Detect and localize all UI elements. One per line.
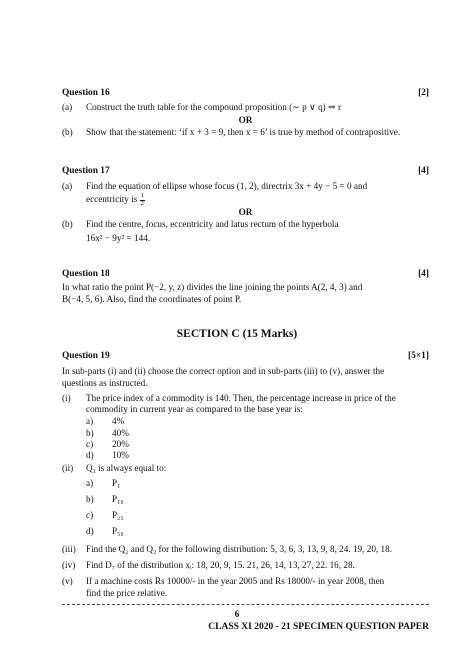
question-17-part-b	[62, 219, 429, 230]
part-text: Find D₇ of the distribution xᵢ: 18, 20, 9, 15. 21, 26, 14, 13, 27, 22. 16, 28.	[86, 560, 355, 570]
question-18-marks: [4]	[418, 269, 429, 279]
option-ii-c	[86, 510, 124, 521]
part-text: If a machine costs Rs 10000/- in the year 2005 and Rs 18000/- in year 2008, then	[86, 576, 385, 586]
question-16-part-b	[62, 127, 429, 138]
option-label: c)	[86, 439, 94, 449]
option-label: d)	[86, 450, 94, 460]
fraction-denominator: 2	[140, 199, 144, 207]
part-label: (a)	[62, 102, 73, 112]
question-19-title: Question 19	[62, 351, 110, 361]
subpart-i	[62, 393, 429, 404]
question-19-intro-1: In sub-parts (i) and (ii) choose the correct option and in sub-parts (iii) to (v), answer the	[62, 366, 385, 376]
option-label: c)	[86, 510, 94, 520]
option-label: b)	[86, 494, 94, 504]
question-16-title: Question 16	[62, 88, 110, 98]
option-i-c	[86, 439, 129, 450]
subpart-i-cont	[62, 404, 429, 415]
question-17-marks: [4]	[418, 166, 429, 176]
part-text: Find the equation of ellipse whose focus (1, 2), directrix 3x + 4y − 5 = 0 and	[86, 181, 368, 191]
question-17-header	[62, 166, 429, 177]
part-text: Construct the truth table for the compound proposition (∼ p ∨ q) ⇒ r	[86, 102, 342, 112]
subpart-ii	[62, 463, 429, 474]
question-17-part-a	[62, 181, 429, 192]
option-value: 20%	[112, 439, 129, 449]
fraction-numerator: 1	[140, 192, 144, 199]
or-divider: OR	[238, 207, 253, 217]
part-label: (a)	[62, 181, 73, 191]
subpart-v	[62, 576, 429, 587]
part-text: Show that the statement: ‘if x + 3 = 9, then x = 6’ is true by method of contrapositive.	[86, 127, 401, 137]
option-label: a)	[86, 416, 94, 426]
part-label: (iii)	[62, 544, 76, 554]
question-19-header	[62, 351, 429, 362]
question-16-marks: [2]	[418, 88, 429, 98]
hyperbola-equation: 16x² − 9y² = 144.	[86, 233, 151, 243]
question-17-part-b-eq	[62, 233, 429, 244]
part-text: Q₁ is always equal to:	[86, 463, 167, 473]
option-value: 10%	[112, 450, 129, 460]
option-ii-a	[86, 478, 120, 489]
subpart-v-cont	[62, 588, 429, 599]
part-label: (b)	[62, 127, 73, 137]
option-value: P₁₀	[112, 494, 124, 504]
subpart-iii	[62, 544, 429, 555]
part-label: (iv)	[62, 560, 76, 570]
part-text: Find the Q₂ and Q₃ for the following distribution: 5, 3, 6, 3, 13, 9, 8, 24. 19, 20, 18.	[86, 544, 393, 554]
question-18-title: Question 18	[62, 269, 110, 279]
option-value: 40%	[112, 428, 129, 438]
question-17-title: Question 17	[62, 166, 110, 176]
option-value: P₂₅	[112, 510, 124, 520]
option-label: a)	[86, 478, 94, 488]
footer-title: CLASS XI 2020 - 21 SPECIMEN QUESTION PAPER	[208, 622, 429, 632]
option-i-a	[86, 416, 124, 427]
part-text: Find the centre, focus, eccentricity and latus rectum of the hyperbola	[86, 219, 339, 229]
question-16-header	[62, 88, 429, 99]
question-17-part-a-cont	[62, 193, 429, 207]
part-text: The price index of a commodity is 140. Then, the percentage increase in price of the	[86, 393, 396, 403]
option-i-d	[86, 450, 129, 461]
part-label: (b)	[62, 219, 73, 229]
option-i-b	[86, 428, 129, 439]
section-c-heading: SECTION C (15 Marks)	[176, 328, 298, 340]
option-ii-b	[86, 494, 124, 505]
part-label: (v)	[62, 576, 73, 586]
part-label: (i)	[62, 393, 71, 403]
part-text-cont	[86, 193, 429, 207]
option-value: P₁	[112, 478, 121, 488]
or-divider: OR	[238, 115, 253, 125]
part-text-cont: commodity in current year as compared to the base year is:	[86, 404, 303, 414]
option-value: 4%	[112, 416, 125, 426]
question-19-intro-2: questions as instructed.	[62, 378, 148, 388]
page-number: 6	[234, 610, 240, 620]
part-label: (ii)	[62, 463, 74, 473]
option-label: d)	[86, 526, 94, 536]
question-19-marks: [5×1]	[408, 351, 429, 361]
question-18-text-1: In what ratio the point P(−2, y, z) divides the line joining the points A(2, 4, 3) and	[62, 282, 363, 292]
eccentricity-text: eccentricity is	[86, 194, 138, 205]
question-16-part-a	[62, 102, 429, 113]
part-text-cont: find the price relative.	[86, 588, 168, 598]
subpart-iv	[62, 560, 429, 571]
question-18-header	[62, 269, 429, 280]
option-label: b)	[86, 428, 94, 438]
option-ii-d	[86, 526, 124, 537]
eccentricity-fraction	[140, 193, 145, 207]
option-value: P₅₀	[112, 526, 124, 536]
footer-divider	[62, 604, 429, 605]
question-18-text-2: B(−4, 5, 6). Also, find the coordinates of point P.	[62, 294, 242, 304]
